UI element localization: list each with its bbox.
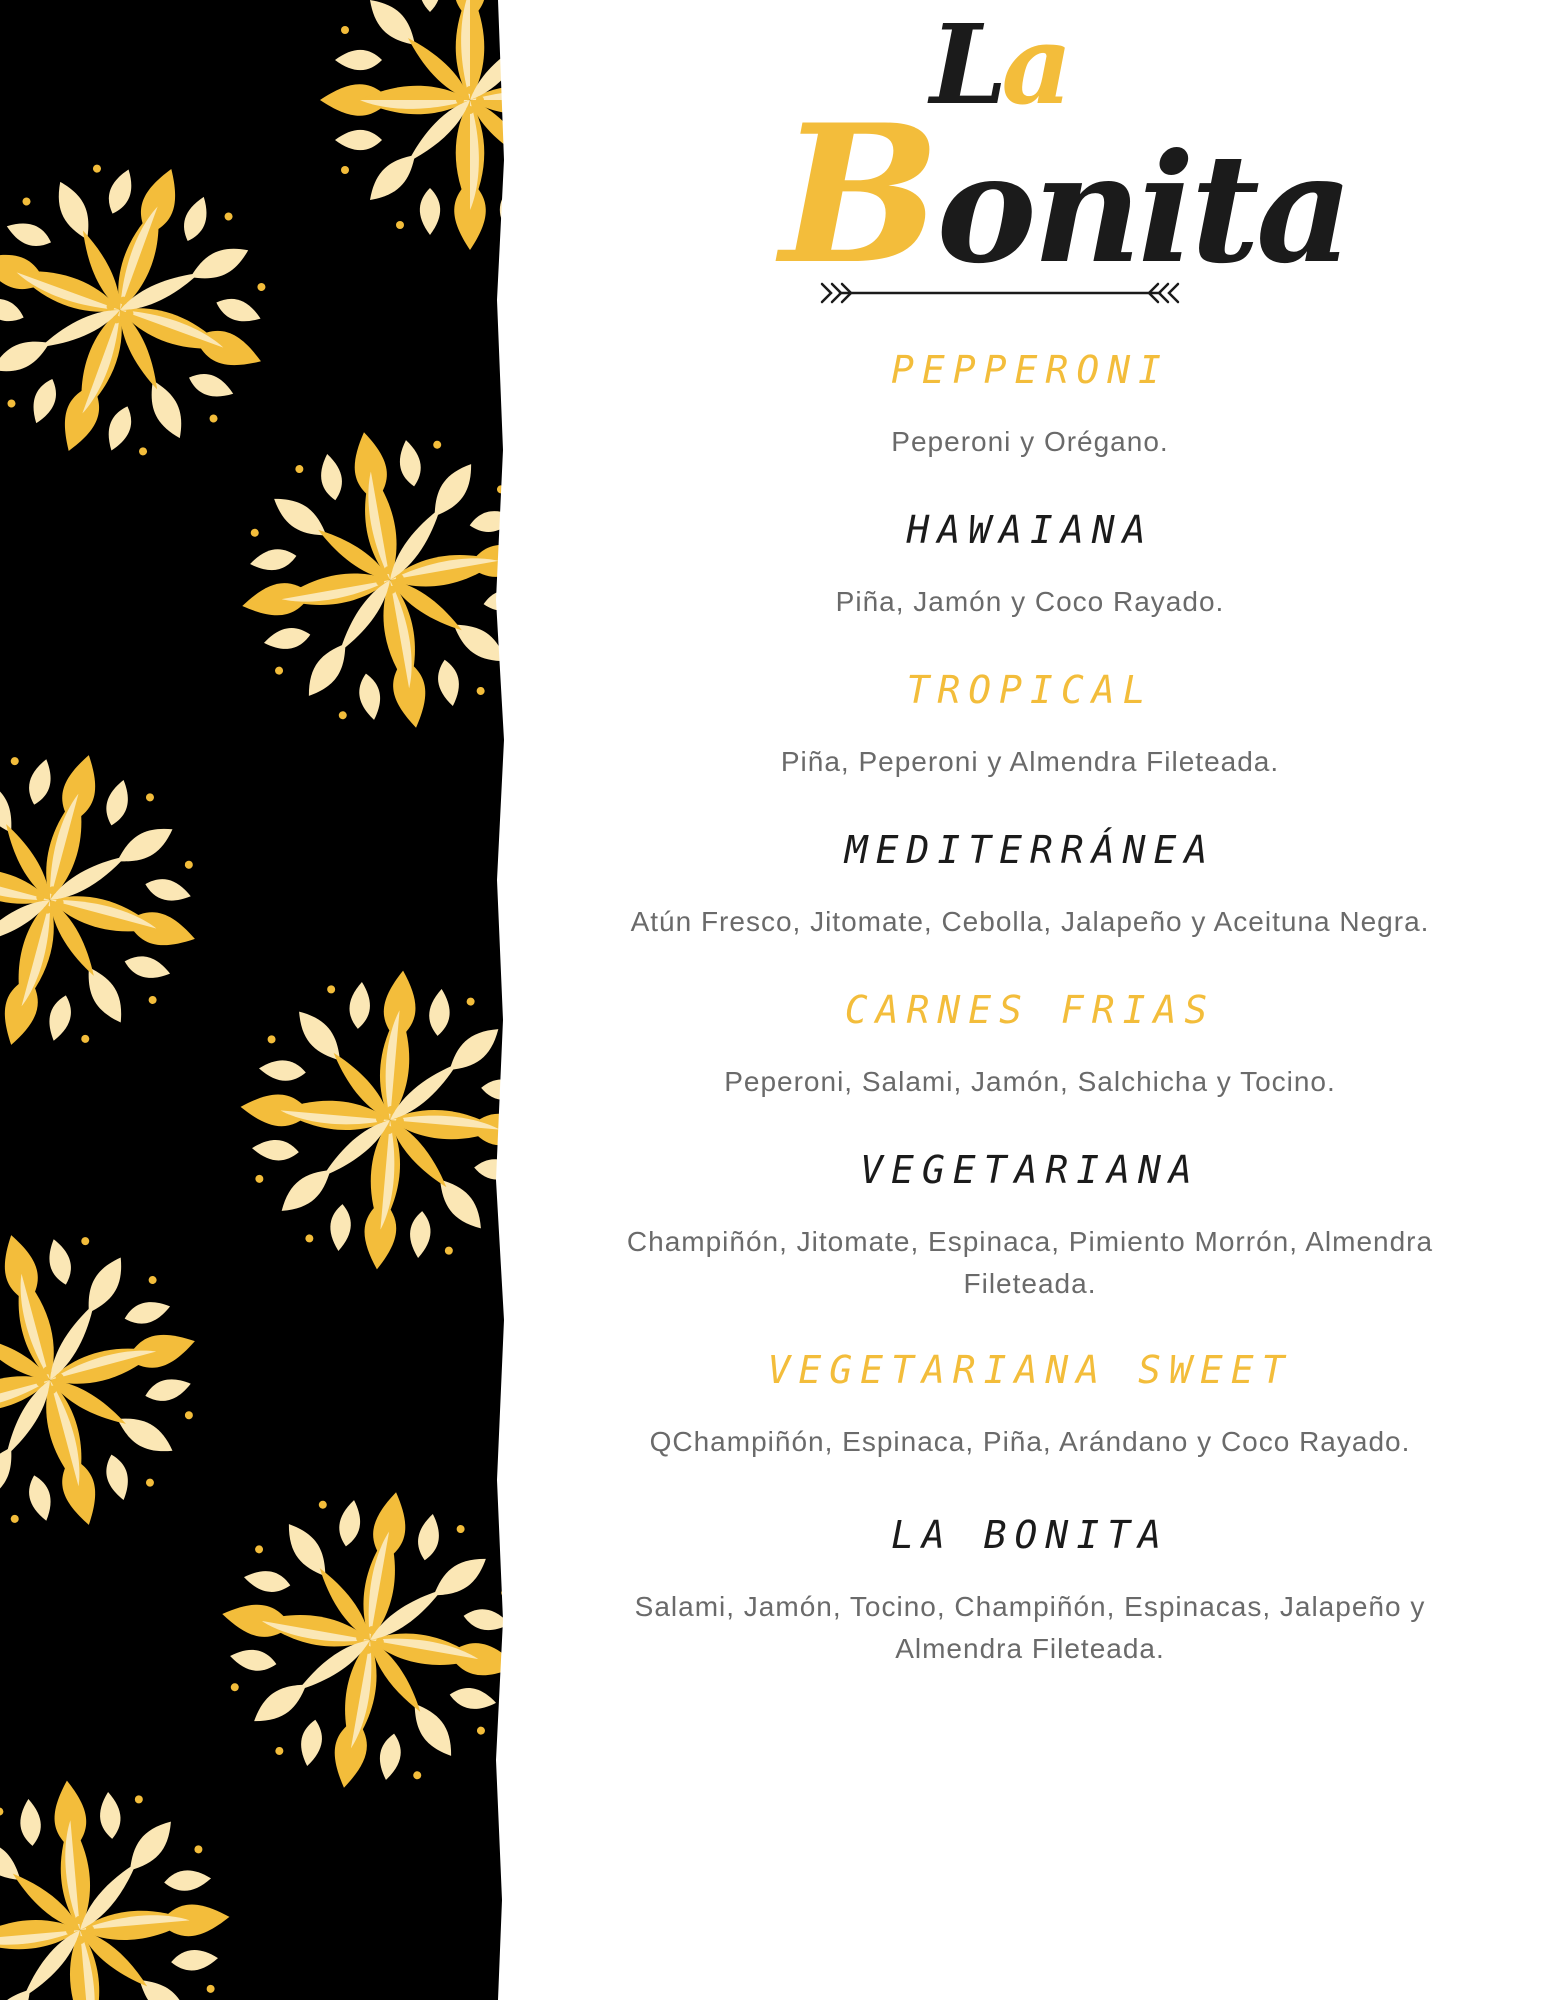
- item-name: TROPICAL: [906, 668, 1154, 712]
- item-name: MEDITERRÁNEA: [844, 828, 1216, 872]
- item-description: Peperoni y Orégano.: [891, 426, 1169, 457]
- menu-item-hawaiana: [560, 505, 1500, 623]
- logo-la-a: a: [1001, 0, 1067, 129]
- logo-bonita-b: B: [780, 83, 937, 306]
- arrow-divider-icon: [820, 278, 1180, 308]
- item-name: LA BONITA: [891, 1513, 1169, 1557]
- menu-item-carnes-frias: [560, 985, 1500, 1103]
- item-name: VEGETARIANA SWEET: [767, 1348, 1293, 1392]
- item-name: VEGETARIANA: [860, 1148, 1200, 1192]
- item-description: Champiñón, Jitomate, Espinaca, Pimiento Morrón, Almendra Fileteada.: [626, 1226, 1434, 1299]
- menu-item-tropical: [560, 665, 1500, 783]
- item-description: Piña, Peperoni y Almendra Fileteada.: [780, 746, 1280, 777]
- menu-item-la-bonita: [560, 1510, 1500, 1670]
- item-description: Peperoni, Salami, Jamón, Salchicha y Tocino.: [724, 1066, 1336, 1097]
- menu-item-mediterranea: [560, 825, 1500, 943]
- item-description: Salami, Jamón, Tocino, Champiñón, Espinacas, Jalapeño y Almendra Fileteada.: [634, 1591, 1426, 1664]
- item-name: HAWAIANA: [906, 508, 1154, 552]
- logo-bonita-rest: onita: [936, 121, 1350, 297]
- brand-logo: [780, 0, 1350, 310]
- logo-la-l: L: [930, 0, 1002, 129]
- item-description: QChampiñón, Espinaca, Piña, Arándano y Coco Rayado.: [649, 1426, 1411, 1457]
- item-description: Atún Fresco, Jitomate, Cebolla, Jalapeño y Aceituna Negra.: [630, 906, 1430, 937]
- decorative-pattern-panel: [0, 0, 510, 2000]
- item-name: PEPPERONI: [891, 348, 1169, 392]
- menu-column: [560, 0, 1500, 2000]
- logo-bonita: [780, 83, 1350, 306]
- item-name: CARNES FRIAS: [844, 988, 1216, 1032]
- menu-item-pepperoni: [560, 345, 1500, 463]
- flower-mandala-pattern: [0, 0, 510, 2000]
- menu-item-vegetariana: [560, 1145, 1500, 1305]
- item-description: Piña, Jamón y Coco Rayado.: [835, 586, 1225, 617]
- menu-item-vegetariana-sweet: [560, 1345, 1500, 1463]
